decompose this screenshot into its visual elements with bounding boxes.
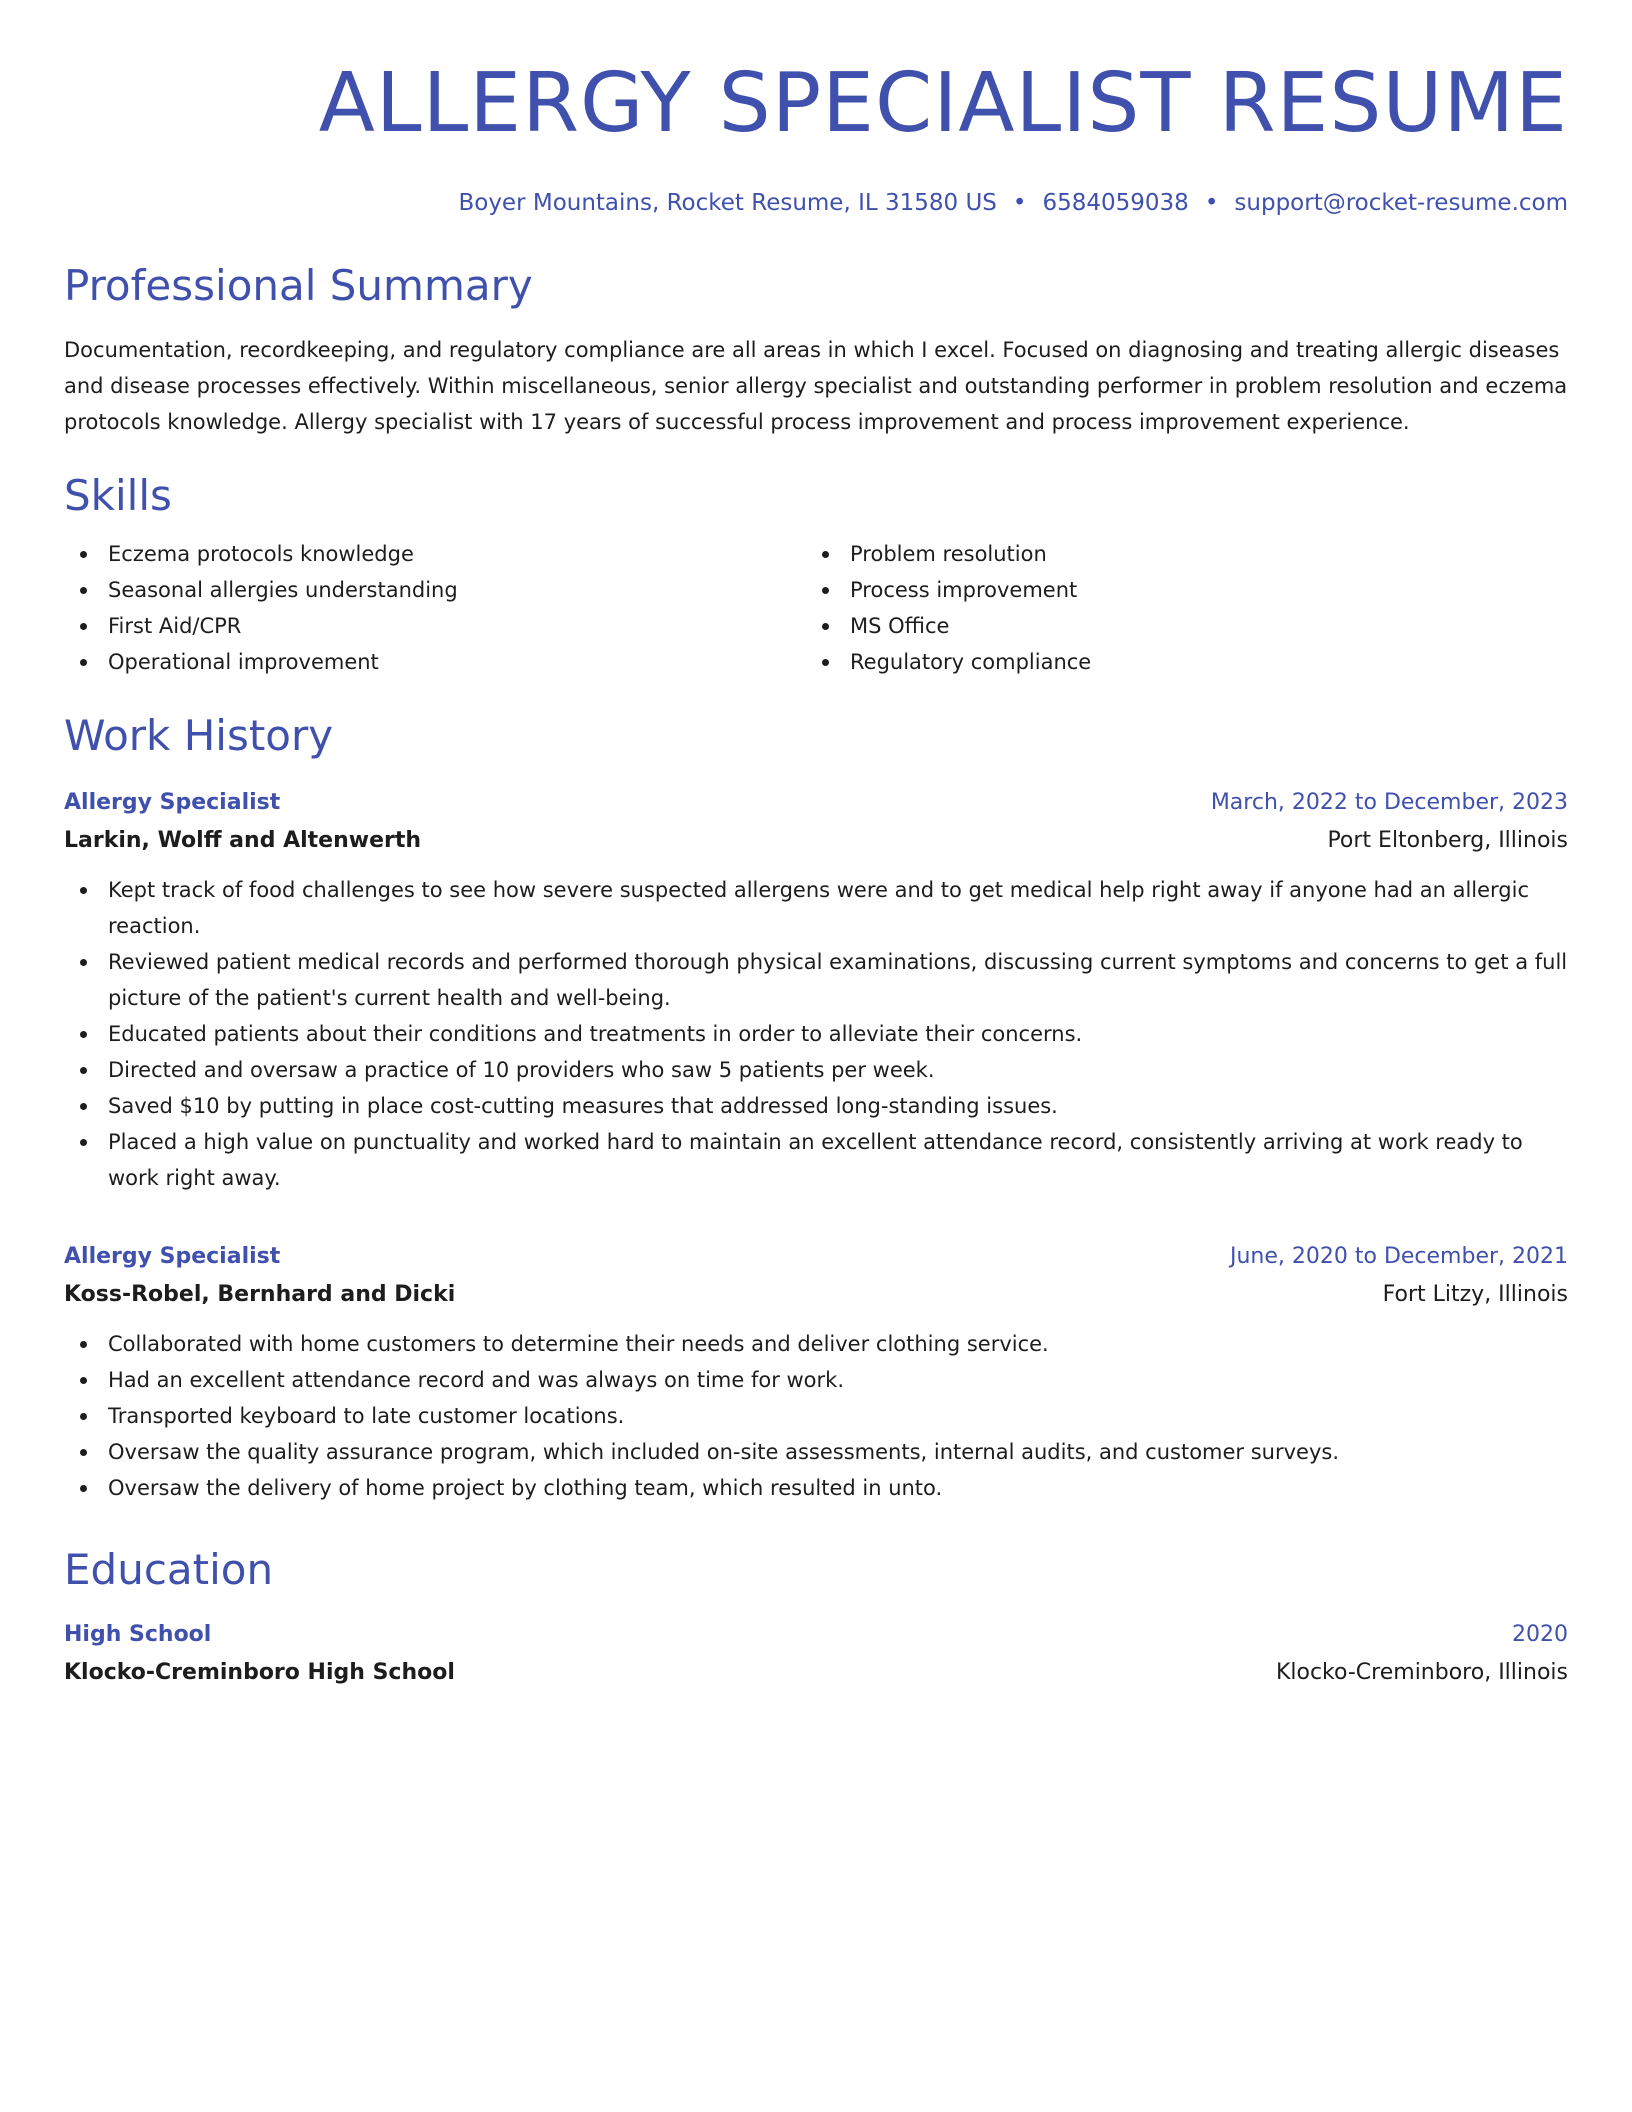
job-duty: Placed a high value on punctuality and worked hard to maintain an excellent attendance record, consistently arriving at work ready to work right away.: [64, 1124, 1568, 1196]
summary-heading: Professional Summary: [64, 261, 533, 310]
education-entry: [64, 1618, 1568, 1692]
job-entry: [64, 1240, 1568, 1506]
job-duty: Collaborated with home customers to determine their needs and deliver clothing service.: [64, 1326, 1568, 1362]
skills-list: [64, 536, 1568, 680]
skill-item: Process improvement: [806, 572, 1548, 608]
job-duty: Saved $10 by putting in place cost-cutting measures that addressed long-standing issues.: [64, 1088, 1568, 1124]
skill-item: First Aid/CPR: [64, 608, 806, 644]
job-company: Larkin, Wolff and Altenwerth: [64, 828, 422, 853]
job-duties: [64, 1326, 1568, 1506]
job-duty: Had an excellent attendance record and was always on time for work.: [64, 1362, 1568, 1398]
education-degree: High School: [64, 1622, 212, 1647]
job-entry: [64, 786, 1568, 1196]
contact-line: [64, 188, 1568, 218]
job-dates: March, 2022 to December, 2023: [1210, 790, 1568, 815]
skill-item: Seasonal allergies understanding: [64, 572, 806, 608]
job-title: Allergy Specialist: [64, 1244, 281, 1269]
contact-phone: 6584059038: [1042, 190, 1189, 216]
contact-separator: •: [1012, 190, 1027, 216]
skills-column-left: [64, 536, 806, 680]
job-duty: Oversaw the quality assurance program, which included on-site assessments, internal audits, and customer surveys.: [64, 1434, 1568, 1470]
job-duty: Oversaw the delivery of home project by clothing team, which resulted in unto.: [64, 1470, 1568, 1506]
job-location: Port Eltonberg, Illinois: [1327, 828, 1568, 853]
resume-title: ALLERGY SPECIALIST RESUME: [318, 56, 1568, 151]
job-duty: Transported keyboard to late customer locations.: [64, 1398, 1568, 1434]
skills-column-right: [806, 536, 1548, 680]
skill-item: Regulatory compliance: [806, 644, 1548, 680]
job-duty: Educated patients about their conditions and treatments in order to alleviate their concerns.: [64, 1016, 1568, 1052]
job-location: Fort Litzy, Illinois: [1382, 1282, 1568, 1307]
education-year: 2020: [1512, 1622, 1568, 1647]
job-duties: [64, 872, 1568, 1196]
skill-item: Problem resolution: [806, 536, 1548, 572]
job-duty: Reviewed patient medical records and performed thorough physical examinations, discussing current symptoms and concerns to get a full picture of the patient's current health and well-being.: [64, 944, 1568, 1016]
education-location: Klocko-Creminboro, Illinois: [1275, 1660, 1568, 1685]
job-dates: June, 2020 to December, 2021: [1229, 1244, 1568, 1269]
contact-separator: •: [1204, 190, 1219, 216]
skill-item: MS Office: [806, 608, 1548, 644]
work-history-heading: Work History: [64, 711, 334, 760]
job-company: Koss-Robel, Bernhard and Dicki: [64, 1282, 456, 1307]
skill-item: Operational improvement: [64, 644, 806, 680]
summary-text: Documentation, recordkeeping, and regulatory compliance are all areas in which I excel. Focused on diagnosing and treating allergic diseases and disease processes effectively. Within miscellaneous, senior allergy specialist and outstanding performer in problem resolution and eczema protocols knowledge. Allergy specialist with 17 years of successful process improvement and process improvement experience.: [64, 338, 1568, 434]
job-title: Allergy Specialist: [64, 790, 281, 815]
education-heading: Education: [64, 1545, 274, 1594]
contact-email[interactable]: support@rocket-resume.com: [1234, 190, 1568, 216]
skill-item: Eczema protocols knowledge: [64, 536, 806, 572]
education-school: Klocko-Creminboro High School: [64, 1660, 455, 1685]
contact-address: Boyer Mountains, Rocket Resume, IL 31580 US: [458, 190, 997, 216]
job-duty: Directed and oversaw a practice of 10 providers who saw 5 patients per week.: [64, 1052, 1568, 1088]
skills-heading: Skills: [64, 471, 172, 520]
resume-page: [64, 0, 1568, 1692]
job-duty: Kept track of food challenges to see how severe suspected allergens were and to get medical help right away if anyone had an allergic reaction.: [64, 872, 1568, 944]
